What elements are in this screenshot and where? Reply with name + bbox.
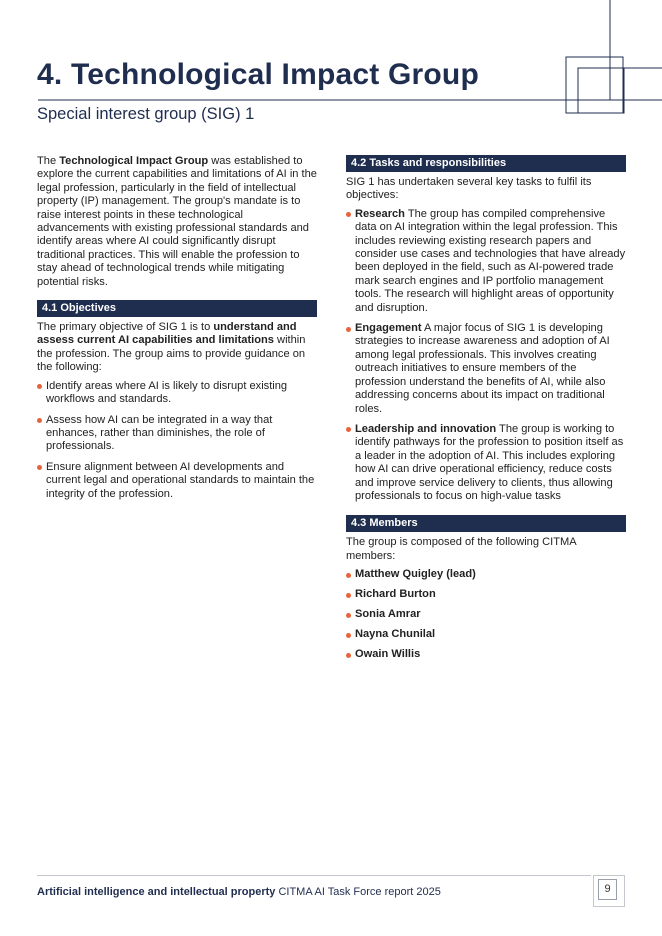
tasks-intro: SIG 1 has undertaken several key tasks to fulfil its objectives: bbox=[346, 176, 592, 202]
list-item bbox=[346, 423, 626, 503]
task-text: The group is working to identify pathways for the profession to position itself as a leader in the adoption of AI. This includes exploring how AI can drive operational efficiency, reduce costs and improve service delivery to clients, thus allowing professionals to focus on high-value tasks bbox=[355, 422, 624, 502]
members-list bbox=[346, 568, 626, 661]
task-text: A major focus of SIG 1 is developing strategies to increase awareness and adoption of AI among legal professionals. This involves creating outreach initiatives to ensure members of the profession understand the benefits of AI, while also addressing concerns about its impact on traditional roles. bbox=[355, 322, 610, 415]
task-text: The group has compiled comprehensive data on AI integration within the legal profession. This includes reviewing existing research papers and consider use cases and technologies that have already been deployed in the field, such as AI-powered trade mark search engines and IP portfolio management tools. The research will highlight areas of opportunity and disruption. bbox=[355, 207, 626, 314]
task-title: Engagement bbox=[355, 322, 422, 335]
objectives-intro-bold: understand and assess current AI capabilities and limitations bbox=[37, 321, 297, 347]
task-title: Leadership and innovation bbox=[355, 422, 497, 435]
list-item: Richard Burton bbox=[346, 588, 626, 601]
intro-suffix: was established to explore the current capabilities and limitations of AI in the legal profession, particularly in the field of intellectual property (IP) management. The group's mandate is to raise interest points in these technological advancements with existing professional standards and identify areas where AI could significantly disrupt traditional practices. This will enable the profession to stay ahead of technological trends while mitigating potential risks. bbox=[37, 155, 317, 288]
list-item: Matthew Quigley (lead) bbox=[346, 568, 626, 581]
footer-divider bbox=[37, 875, 591, 876]
page-number: 9 bbox=[598, 879, 617, 900]
page-subtitle: Special interest group (SIG) 1 bbox=[37, 105, 255, 123]
members-heading: 4.3 Members bbox=[346, 515, 626, 532]
list-item: Nayna Chunilal bbox=[346, 628, 626, 641]
tasks-list bbox=[346, 208, 626, 504]
page-title: 4. Technological Impact Group bbox=[37, 58, 479, 91]
members-intro: The group is composed of the following CITMA members: bbox=[346, 536, 576, 562]
list-item: Owain Willis bbox=[346, 648, 626, 661]
objectives-intro-suffix: within the profession. The group aims to provide guidance on the following: bbox=[37, 334, 306, 374]
footer-report-subtitle: CITMA AI Task Force report 2025 bbox=[275, 886, 441, 898]
task-title: Research bbox=[355, 207, 405, 220]
list-item: Sonia Amrar bbox=[346, 608, 626, 621]
tasks-heading: 4.2 Tasks and responsibilities bbox=[346, 155, 626, 172]
intro-prefix: The bbox=[37, 155, 60, 167]
footer-text bbox=[37, 886, 441, 898]
list-item: Identify areas where AI is likely to disrupt existing workflows and standards. bbox=[37, 380, 317, 407]
list-item: Assess how AI can be integrated in a way that enhances, rather than diminishes, the role of professionals. bbox=[37, 414, 317, 454]
intro-paragraph bbox=[37, 155, 317, 289]
intro-bold: Technological Impact Group bbox=[59, 155, 209, 167]
objectives-heading: 4.1 Objectives bbox=[37, 300, 317, 317]
objectives-intro-prefix: The primary objective of SIG 1 is to bbox=[37, 321, 214, 334]
list-item bbox=[346, 208, 626, 315]
left-column bbox=[37, 155, 317, 501]
objectives-intro bbox=[37, 321, 317, 375]
objectives-list bbox=[37, 380, 317, 501]
footer-report-title: Artificial intelligence and intellectual property bbox=[37, 886, 276, 898]
list-item bbox=[346, 322, 626, 416]
list-item: Ensure alignment between AI developments and current legal and operational standards to maintain the integrity of the profession. bbox=[37, 461, 317, 501]
right-column bbox=[346, 155, 626, 662]
